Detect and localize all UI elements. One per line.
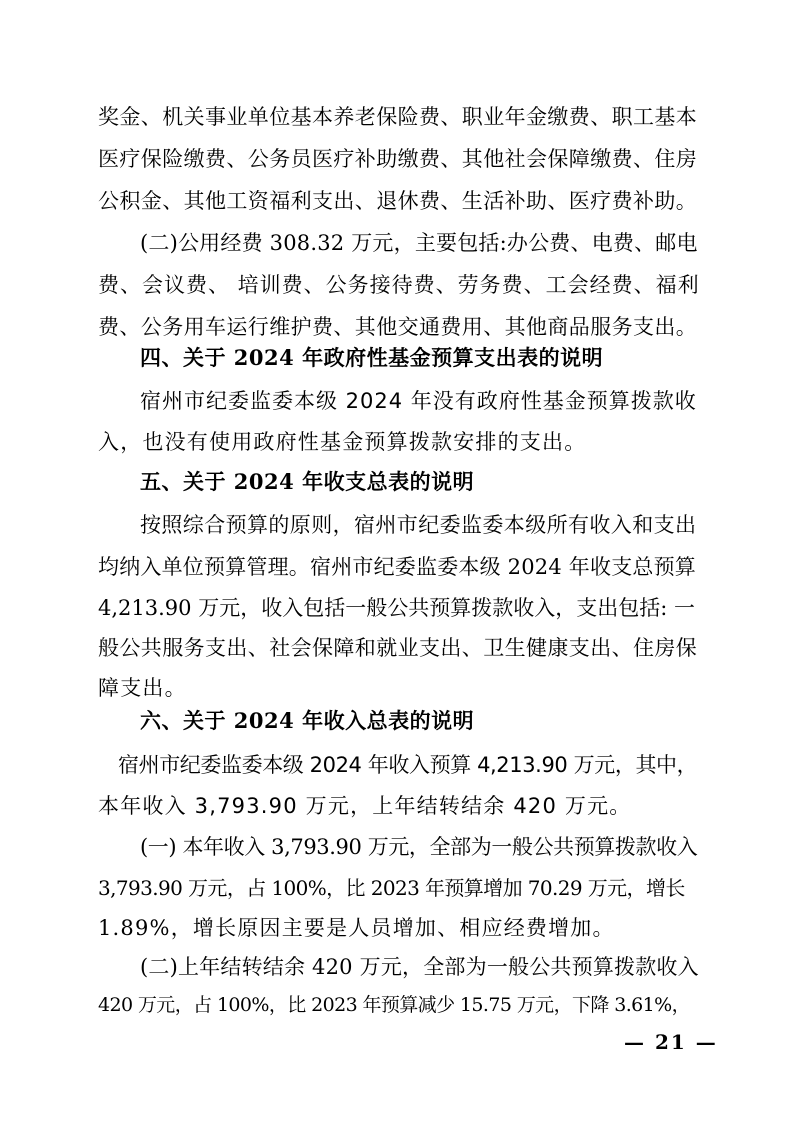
paragraph-line: 医疗保险缴费、公务员医疗补助缴费、其他社会保障缴费、住房 — [98, 147, 698, 171]
paragraph-line: (一) 本年收入 3,793.90 万元，全部为一般公共预算拨款收入 — [140, 835, 698, 859]
page-number: — 21 — — [624, 1030, 718, 1054]
paragraph-line: 公积金、其他工资福利支出、退休费、生活补助、医疗费补助。 — [98, 189, 698, 213]
paragraph-line: 奖金、机关事业单位基本养老保险费、职业年金缴费、职工基本 — [98, 105, 698, 129]
paragraph-line: 障支出。 — [98, 676, 187, 700]
paragraph-line: 按照综合预算的原则，宿州市纪委监委本级所有收入和支出 — [140, 513, 697, 537]
paragraph-line: 宿州市纪委监委本级 2024 年没有政府性基金预算拨款收 — [140, 389, 697, 413]
paragraph-line: (二)上年结转结余 420 万元，全部为一般公共预算拨款收入 — [140, 955, 699, 979]
paragraph-line: 420 万元，占 100%，比 2023 年预算减少 15.75 万元，下降 3.61%， — [98, 994, 690, 1016]
paragraph-line: 入，也没有使用政府性基金预算拨款安排的支出。 — [98, 430, 587, 454]
paragraph-line: 4,213.90 万元，收入包括一般公共预算拨款收入，支出包括: 一 — [98, 596, 695, 620]
paragraph-line: 费、公务用车运行维护费、其他交通费用、其他商品服务支出。 — [98, 315, 698, 339]
paragraph-line: 宿州市纪委监委本级 2024 年收入预算 4,213.90 万元，其中， — [118, 753, 698, 777]
paragraph-line: 3,793.90 万元，占 100%，比 2023 年预算增加 70.29 万元，增长 — [98, 876, 685, 900]
paragraph-line: 般公共服务支出、社会保障和就业支出、卫生健康支出、住房保 — [98, 636, 698, 660]
section-heading: 五、关于 2024 年收支总表的说明 — [140, 469, 475, 494]
section-heading: 六、关于 2024 年收入总表的说明 — [140, 708, 475, 733]
paragraph-line: 1.89%，增长原因主要是人员增加、相应经费增加。 — [98, 916, 615, 940]
paragraph-line: 费、会议费、 培训费、公务接待费、劳务费、工会经费、福利 — [98, 273, 700, 297]
section-heading: 四、关于 2024 年政府性基金预算支出表的说明 — [140, 345, 604, 370]
paragraph-line: 均纳入单位预算管理。宿州市纪委监委本级 2024 年收支总预算 — [98, 555, 696, 579]
paragraph-line: 本年收入 3,793.90 万元，上年结转结余 420 万元。 — [98, 794, 632, 818]
paragraph-line: (二)公用经费 308.32 万元，主要包括:办公费、电费、邮电 — [140, 231, 698, 255]
